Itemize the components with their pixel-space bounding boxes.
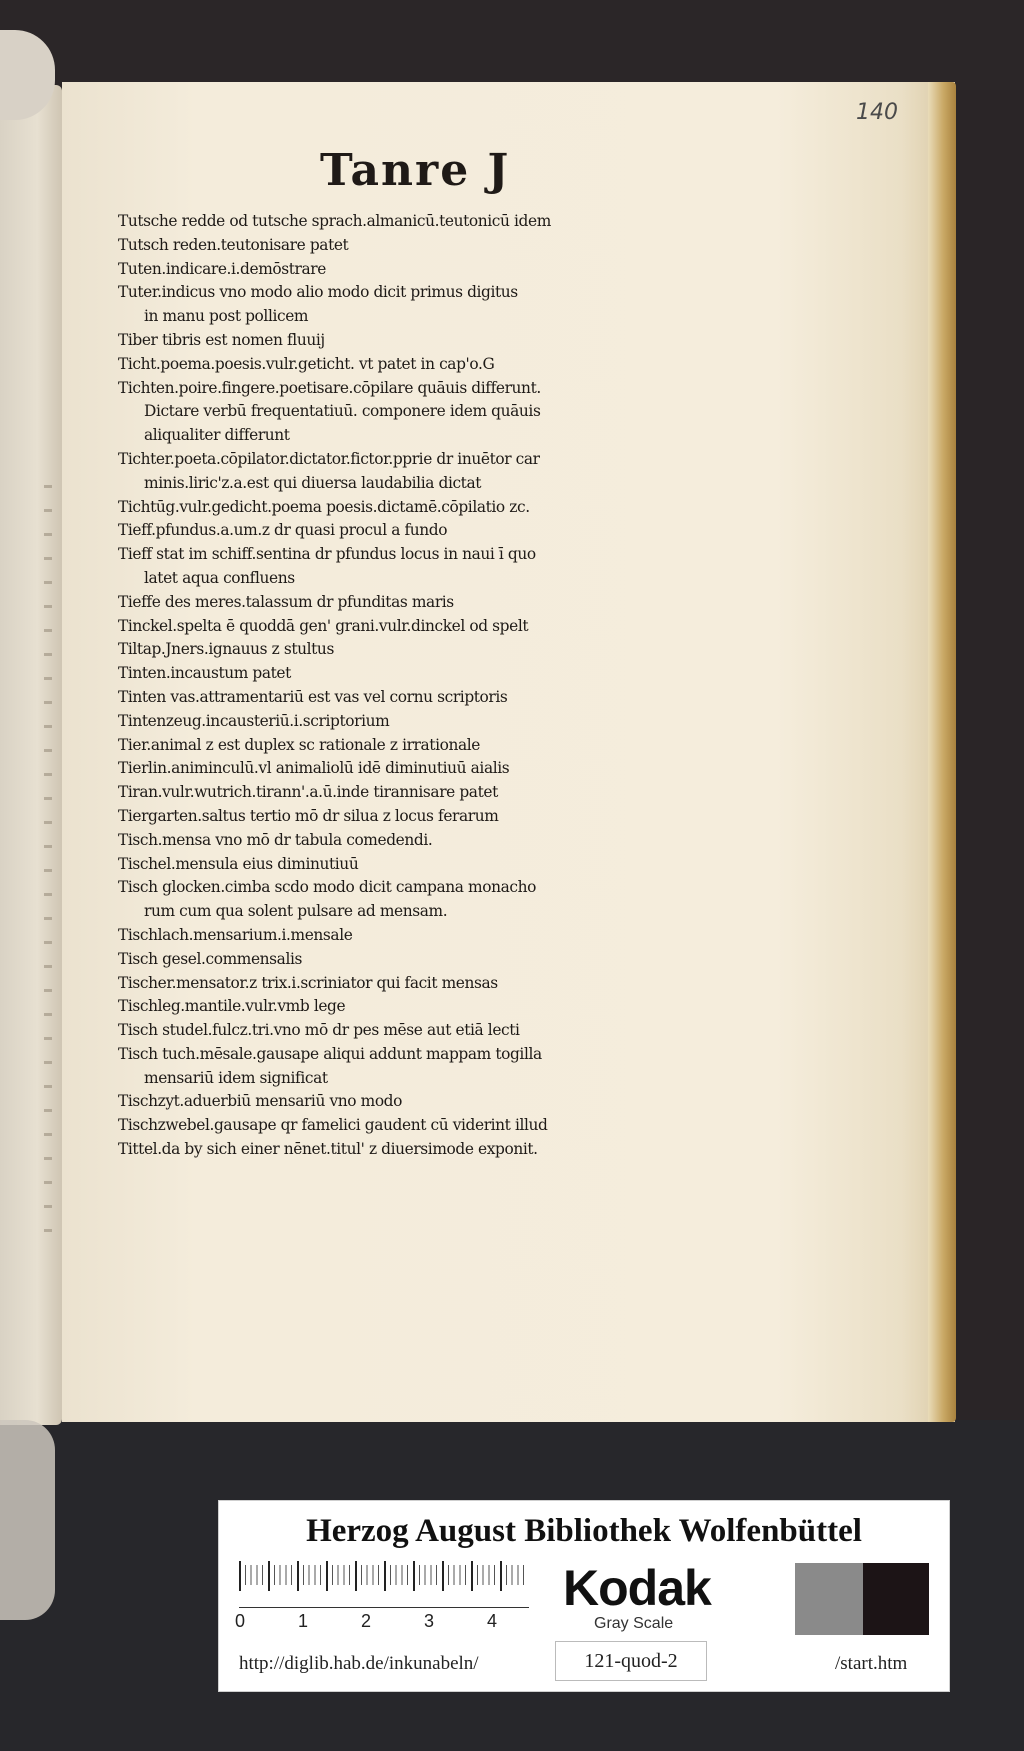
scale-number: 0 [235,1611,246,1631]
gray-patch-white [727,1563,795,1635]
entry-line: Tieff stat im schiff.sentina dr pfundus locus in naui ī quo [118,545,536,564]
entry-line: Tutsch reden.teutonisare patet [118,235,349,254]
entry-line: Tierlin.animinculū.vl animaliolū idē diminutiuū aialis [118,759,510,778]
entry-line: Tintenzeug.incausteriū.i.scriptorium [118,711,390,730]
shelfmark: 121-quod-2 [555,1641,707,1681]
entry-line: Tinten.incaustum patet [118,664,291,683]
entry-line: Tieffe des meres.talassum dr pfunditas maris [118,592,454,611]
library-title: Herzog August Bibliothek Wolfenbüttel [306,1513,862,1549]
scan-background-top [0,0,1024,90]
entry-line: mensariū idem significat [144,1068,328,1087]
folio-number: 140 [856,100,898,125]
entry-line: Tiltap.Jners.ignauus z stultus [118,640,334,659]
scale-number: 4 [487,1611,498,1631]
entry-line: Tuter.indicus vno modo alio modo dicit primus digitus [118,283,518,302]
entry-line: Tichter.poeta.cōpilator.dictator.fictor.pprie dr inuētor car [118,449,540,468]
scale-ruler-major-ticks [239,1561,529,1591]
scale-number: 2 [361,1611,372,1631]
entry-line: in manu post pollicem [144,307,309,326]
library-label [218,1500,950,1692]
entry-line: Tischer.mensator.z trix.i.scriniator qui facit mensas [118,973,498,992]
scale-number: 1 [298,1611,309,1631]
gray-scale-caption: Gray Scale [594,1615,674,1632]
kodak-logo: Kodak [563,1560,711,1616]
facing-page-curl-bottom [0,1420,55,1620]
entry-line: Tutsche redde od tutsche sprach.almanicū.teutonicū idem [118,212,551,230]
entry-line: Tischleg.mantile.vulr.vmb lege [118,997,346,1016]
entry-line: Tier.animal z est duplex sc rationale z irrationale [118,735,480,754]
entry-line: Tisch tuch.mēsale.gausape aliqui addunt mappam togilla [118,1044,542,1063]
page-header: Tanre J [320,145,511,196]
entry-line: minis.liric'z.a.est qui diuersa laudabilia dictat [144,473,482,492]
entry-line: Tisch studel.fulcz.tri.vno mō dr pes mēse aut etiā lecti [118,1021,520,1040]
entry-line: Tichten.poire.fingere.poetisare.cōpilare quāuis differunt. [118,378,541,397]
dictionary-entries [118,210,708,1162]
entry-line: Tisch glocken.cimba scdo modo dicit campana monacho [118,878,537,897]
entry-line: Tischzyt.aduerbiū mensariū vno modo [118,1092,402,1111]
library-url: http://diglib.hab.de/inkunabeln/ [239,1653,479,1674]
kodak-gray-scale [547,1559,943,1637]
gray-patch-black [863,1563,929,1635]
entry-line: Tinckel.spelta ē quoddā gen' grani.vulr.dinckel od spelt [118,616,529,635]
entry-line: Ticht.poema.poesis.vulr.geticht. vt patet in cap'o.G [118,354,495,373]
entry-line: Tittel.da by sich einer nēnet.titul' z diuersimode exponit. [118,1140,538,1159]
entry-line: latet aqua confluens [144,568,295,587]
entry-line: Tichtūg.vulr.gedicht.poema poesis.dictamē.cōpilatio zc. [118,497,530,516]
facing-page-fragment [0,85,62,1425]
entry-line: Tiber tibris est nomen fluuij [118,330,325,349]
entry-line: Tischlach.mensarium.i.mensale [118,925,353,944]
entry-line: Tischzwebel.gausape qr famelici gaudent cū viderint illud [118,1116,548,1135]
entry-line: aliqualiter differunt [144,426,290,445]
entry-line: rum cum qua solent pulsare ad mensam. [144,902,448,921]
entry-line: Dictare verbū frequentatiuū. componere idem quāuis [144,402,541,421]
gray-patch-mid [795,1563,863,1635]
entry-line: Tisch.mensa vno mō dr tabula comedendi. [118,830,433,849]
entry-line: Tischel.mensula eius diminutiuū [118,854,359,873]
page-edge [928,82,956,1422]
entry-line: Tiergarten.saltus tertio mō dr silua z locus ferarum [118,806,499,825]
entry-line: Tisch gesel.commensalis [118,949,303,968]
entry-line: Tuten.indicare.i.demōstrare [118,259,326,278]
entry-line: Tiran.vulr.wutrich.tirann'.a.ū.inde tirannisare patet [118,783,498,802]
url-suffix: /start.htm [835,1653,908,1674]
entry-line: Tinten vas.attramentariū est vas vel cornu scriptoris [118,687,508,706]
entry-line: Tieff.pfundus.a.um.z dr quasi procul a fundo [118,521,448,540]
scale-number: 3 [424,1611,435,1631]
